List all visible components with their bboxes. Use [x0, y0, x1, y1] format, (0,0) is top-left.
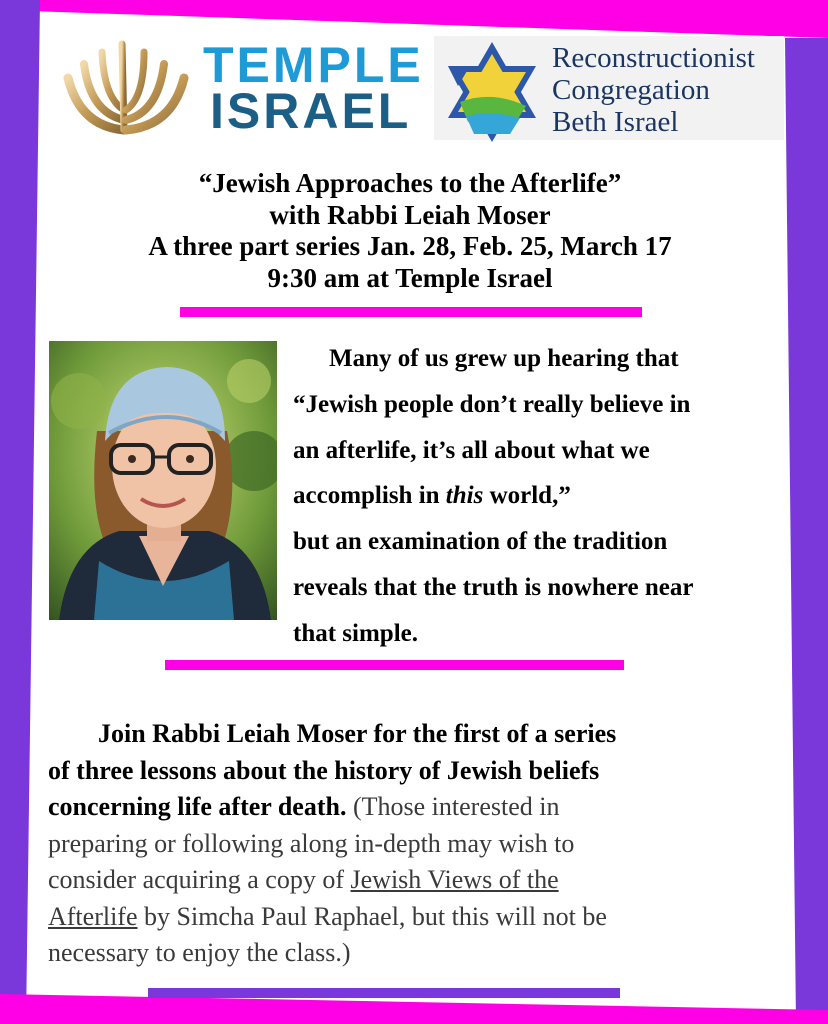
join-text: (Those interested in [346, 792, 560, 821]
join-line: necessary to enjoy the class.) [48, 938, 351, 967]
event-title: “Jewish Approaches to the Afterlife” [198, 168, 622, 198]
border-top-magenta [0, 0, 828, 38]
menorah-logo-icon [60, 38, 195, 138]
event-heading [40, 168, 780, 294]
intro-line: reveals that the truth is nowhere near [293, 573, 694, 601]
intro-paragraph [293, 336, 773, 657]
border-bottom-magenta [0, 994, 828, 1024]
border-left-purple [0, 0, 40, 1024]
join-text: consider acquiring a copy of [48, 865, 351, 894]
join-text: by Simcha Paul Raphael, but this will not be [137, 901, 607, 931]
join-line: of three lessons about the history of Jewish beliefs [48, 755, 600, 785]
intro-line: “Jewish people don’t really believe in [293, 390, 691, 418]
join-paragraph [48, 716, 768, 972]
join-line [48, 899, 768, 936]
book-title-link[interactable]: Afterlife [48, 901, 138, 931]
join-line [48, 862, 768, 899]
event-presenter: with Rabbi Leiah Moser [269, 199, 551, 230]
divider-3 [148, 988, 620, 998]
join-line [48, 789, 768, 826]
temple-logo-word: TEMPLE [203, 37, 424, 93]
intro-line: Many of us grew up hearing that [329, 345, 679, 372]
congregation-logo-line: Reconstructionist [552, 42, 755, 74]
book-title-link[interactable]: Jewish Views of the [350, 865, 559, 894]
intro-line: but an examination of the tradition [293, 528, 668, 556]
event-time-location: 9:30 am at Temple Israel [267, 262, 553, 293]
israel-logo-word: ISRAEL [210, 83, 412, 139]
divider-1 [180, 307, 642, 317]
divider-2 [165, 660, 624, 670]
join-text: concerning life after death. [48, 792, 347, 821]
rabbi-portrait-photo [49, 341, 277, 620]
event-dates: A three part series Jan. 28, Feb. 25, March 17 [148, 231, 672, 261]
intro-line: an afterlife, it’s all about what we [293, 436, 650, 464]
border-right-purple [785, 38, 828, 1024]
congregation-logo-line: Beth Israel [552, 106, 679, 138]
intro-text: world,” [483, 482, 571, 510]
join-line: Join Rabbi Leiah Moser for the first of a series [98, 719, 617, 748]
star-of-david-logo-icon [440, 40, 544, 144]
congregation-logo-text [552, 42, 755, 138]
congregation-logo-line: Congregation [552, 74, 710, 106]
intro-emphasis: this [445, 482, 484, 510]
intro-line: that simple. [293, 619, 418, 647]
intro-line [293, 473, 773, 519]
intro-text: accomplish in [293, 482, 446, 510]
join-line: preparing or following along in-depth may wish to [48, 828, 575, 858]
